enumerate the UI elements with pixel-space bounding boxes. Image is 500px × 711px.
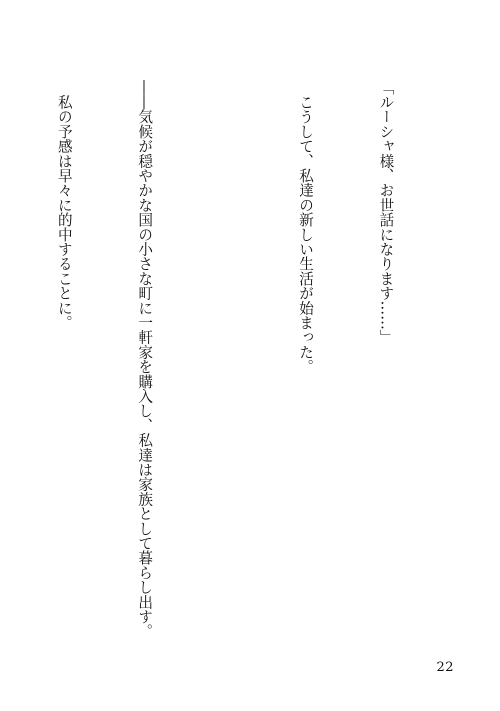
text-line: 私の予感は早々に的中することに。 (55, 80, 73, 330)
text-line: 「ルーシャ様、お世話になります……」 (377, 80, 395, 345)
text-line: ――気候が穏やかな国の小さな町に一軒家を購入し、私達は家族として暮らし出す。 (136, 80, 154, 639)
body-text (32, 80, 452, 640)
page-number: 22 (436, 660, 454, 675)
text-line (211, 80, 238, 640)
text-line: こうして、私達の新しい生活が始まった。 (297, 80, 315, 374)
